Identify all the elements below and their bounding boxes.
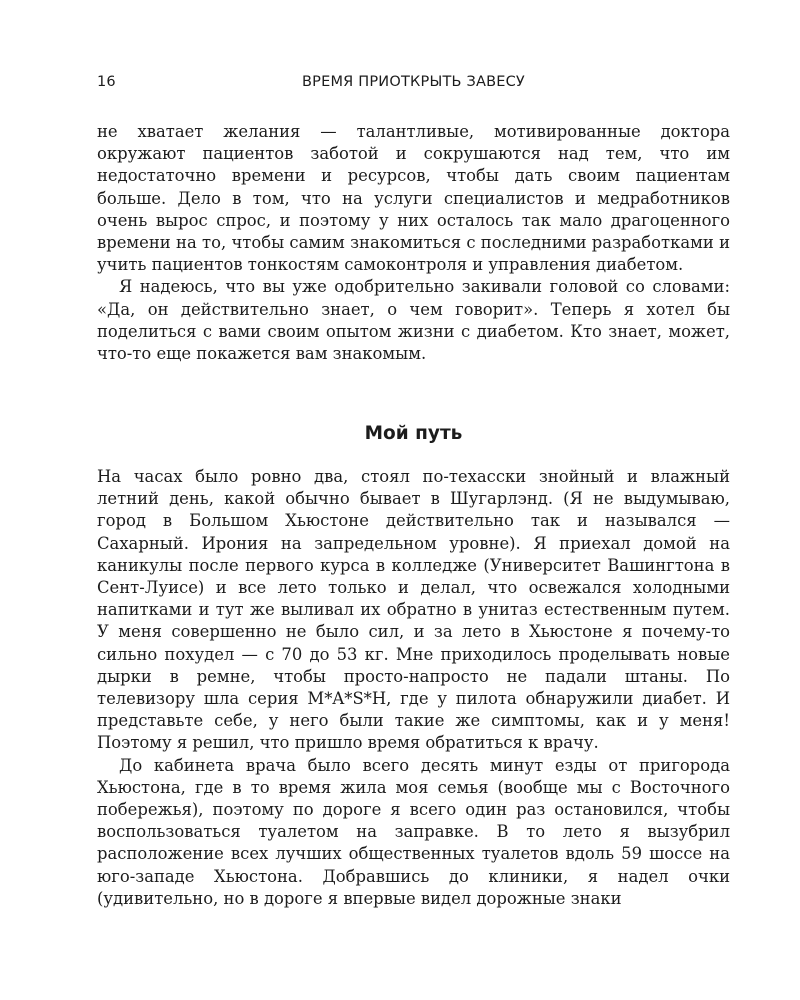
paragraph: не хватает желания — талантливые, мотивированные доктора окружают пациентов заботой и сокрушаются над тем, что им недостаточно времени и ресурсов, чтобы дать своим пациентам больше. Дело в том, что на услуги специалистов и медработников очень вырос спрос, и поэтому у них осталось так мало драгоценного времени на то, чтобы самим знакомиться с последними разработками и учить пациентов тонкостям самоконтроля и управления диабетом.	[97, 122, 730, 275]
paragraph: До кабинета врача было всего десять минут езды от пригорода Хьюстона, где в то время жила моя семья (вообще мы с Восточного побережья), поэтому по дороге я всего один раз остановился, чтобы воспользоваться туалетом на заправке. В то лето я вызубрил расположение всех лучших общественных туалетов вдоль 59 шоссе на юго-западе Хьюстона. Добравшись до клиники, я надел очки (удивительно, но в дороге я впервые видел дорожные знаки	[97, 755, 730, 908]
book-page	[97, 0, 730, 1000]
paragraph: На часах было ровно два, стоял по-техасски знойный и влажный летний день, какой обычно бывает в Шугарлэнд. (Я не выдумываю, город в Большом Хьюстоне действительно так и назывался — Сахарный. Ирония на запредельном уровне). Я приехал домой на каникулы после первого курса в колледже (Университет Вашингтона в Сент-Луисе) и все лето только и делал, что освежался холодными напитками и тут же выливал их обратно в унитаз естественным путем. У меня совершенно не было сил, и за лето в Хьюстоне я почему-то сильно похудел — с 70 до 53 кг. Мне приходилось проделывать новые дырки в ремне, чтобы просто-напросто не падали штаны. По телевизору шла серия M*A*S*H, где у пилота обнаружили диабет. И представьте себе, у него были такие же симптомы, как и у меня! Поэтому я решил, что пришло время обратиться к врачу.	[97, 467, 730, 753]
section-text	[97, 466, 730, 910]
intro-text	[97, 121, 730, 365]
running-head	[97, 74, 730, 94]
running-title: ВРЕМЯ ПРИОТКРЫТЬ ЗАВЕСУ	[302, 74, 525, 90]
page-number: 16	[97, 74, 116, 90]
paragraph: Я надеюсь, что вы уже одобрительно закивали головой со словами: «Да, он действительно знает, о чем говорит». Теперь я хотел бы поделиться с вами своим опытом жизни с диабетом. Кто знает, может, что-то еще покажется вам знакомым.	[97, 277, 730, 364]
section-heading: Мой путь	[364, 423, 463, 444]
